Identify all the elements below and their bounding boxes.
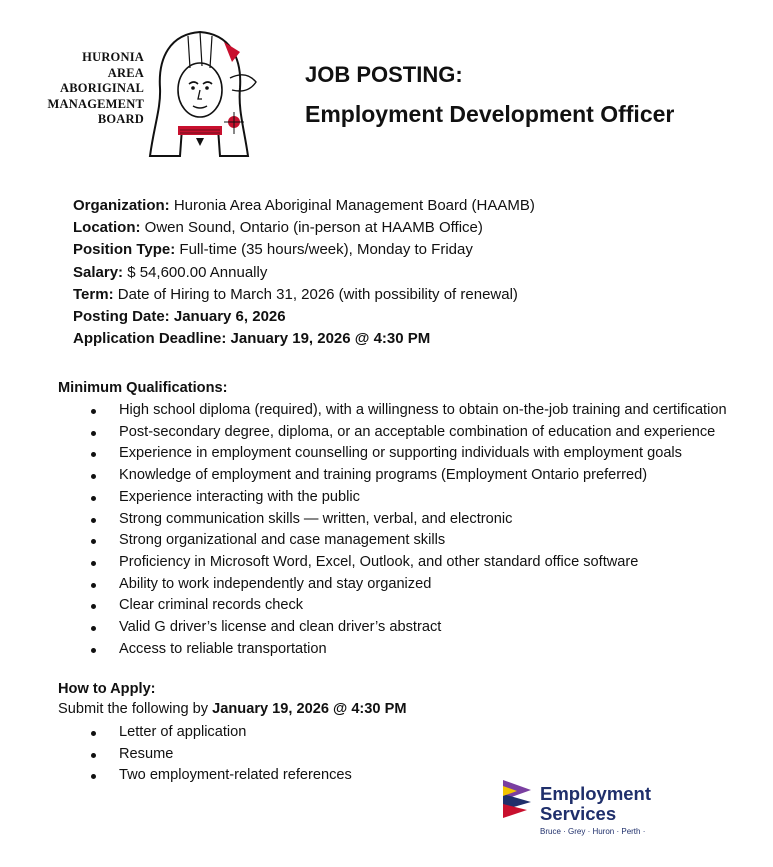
es-line-2: Services <box>540 803 617 824</box>
employment-services-wordmark <box>540 784 651 824</box>
detail-organization <box>73 195 535 217</box>
detail-value: January 19, 2026 @ 4:30 PM <box>230 330 431 348</box>
detail-value: January 6, 2026 <box>173 308 286 326</box>
list-item: Letter of application <box>58 722 406 744</box>
detail-term <box>73 284 535 306</box>
list-item: Two employment-related references <box>58 765 406 787</box>
employment-services-logo <box>503 776 673 846</box>
detail-label: Posting Date: <box>73 308 170 326</box>
title-line-1: JOB POSTING: <box>305 62 463 87</box>
detail-label: Salary: <box>73 263 124 281</box>
logo-line: AREA <box>107 65 144 80</box>
job-details <box>73 195 535 350</box>
list-item: Clear criminal records check <box>58 595 727 617</box>
detail-value: Huronia Area Aboriginal Management Board (HAAMB) <box>173 197 535 214</box>
list-item: Ability to work independently and stay organized <box>58 574 727 596</box>
qualifications-list <box>58 400 727 660</box>
job-title: Employment Development Officer <box>305 101 675 127</box>
posting-title <box>305 62 674 128</box>
detail-position-type <box>73 239 535 261</box>
list-item: Resume <box>58 744 406 766</box>
detail-value: Date of Hiring to March 31, 2026 (with possibility of renewal) <box>117 285 518 303</box>
detail-application-deadline <box>73 328 535 350</box>
detail-location <box>73 217 535 239</box>
list-item: Proficiency in Microsoft Word, Excel, Outlook, and other standard office software <box>58 552 727 574</box>
haamb-portrait-icon <box>140 28 262 166</box>
apply-list <box>58 722 406 787</box>
qualifications-section <box>58 378 727 660</box>
detail-value: Full-time (35 hours/week), Monday to Friday <box>179 241 473 259</box>
list-item: Post-secondary degree, diploma, or an acceptable combination of education and experience <box>58 422 727 444</box>
list-item: Knowledge of employment and training programs (Employment Ontario preferred) <box>58 465 727 487</box>
list-item: Strong organizational and case management skills <box>58 530 727 552</box>
list-item: Strong communication skills — written, verbal, and electronic <box>58 509 727 531</box>
detail-value: Owen Sound, Ontario (in-person at HAAMB Office) <box>144 219 483 237</box>
detail-label: Term: <box>73 285 114 303</box>
detail-label: Application Deadline: <box>73 330 227 348</box>
apply-prefix: Submit the following by <box>58 701 213 717</box>
apply-instructions <box>58 699 406 720</box>
logo-line: ABORIGINAL <box>60 81 144 95</box>
detail-value: $ 54,600.00 Annually <box>127 263 268 281</box>
section-heading: Minimum Qualifications: <box>58 380 228 396</box>
detail-posting-date <box>73 306 535 328</box>
detail-label: Position Type: <box>73 241 176 259</box>
list-item: High school diploma (required), with a willingness to obtain on-the-job training and certification <box>58 400 727 422</box>
logo-line: MANAGEMENT <box>47 96 144 111</box>
list-item: Valid G driver’s license and clean driver’s abstract <box>58 617 727 639</box>
employment-services-mark-icon <box>503 780 533 820</box>
list-item: Experience interacting with the public <box>58 487 727 509</box>
detail-label: Location: <box>73 219 141 237</box>
logo-line: HURONIA <box>82 50 144 64</box>
haamb-logo-text <box>40 50 144 128</box>
haamb-logo <box>34 28 264 166</box>
logo-line: BOARD <box>97 112 144 126</box>
es-line-1: Employment <box>540 783 652 804</box>
list-item: Access to reliable transportation <box>58 639 727 661</box>
detail-label: Organization: <box>73 197 170 214</box>
es-regions: Bruce · Grey · Huron · Perth · <box>540 827 646 836</box>
section-heading: How to Apply: <box>58 681 156 697</box>
how-to-apply-section <box>58 679 406 787</box>
detail-salary <box>73 262 535 284</box>
apply-deadline: January 19, 2026 @ 4:30 PM <box>212 701 407 717</box>
list-item: Experience in employment counselling or supporting individuals with employment goals <box>58 443 727 465</box>
